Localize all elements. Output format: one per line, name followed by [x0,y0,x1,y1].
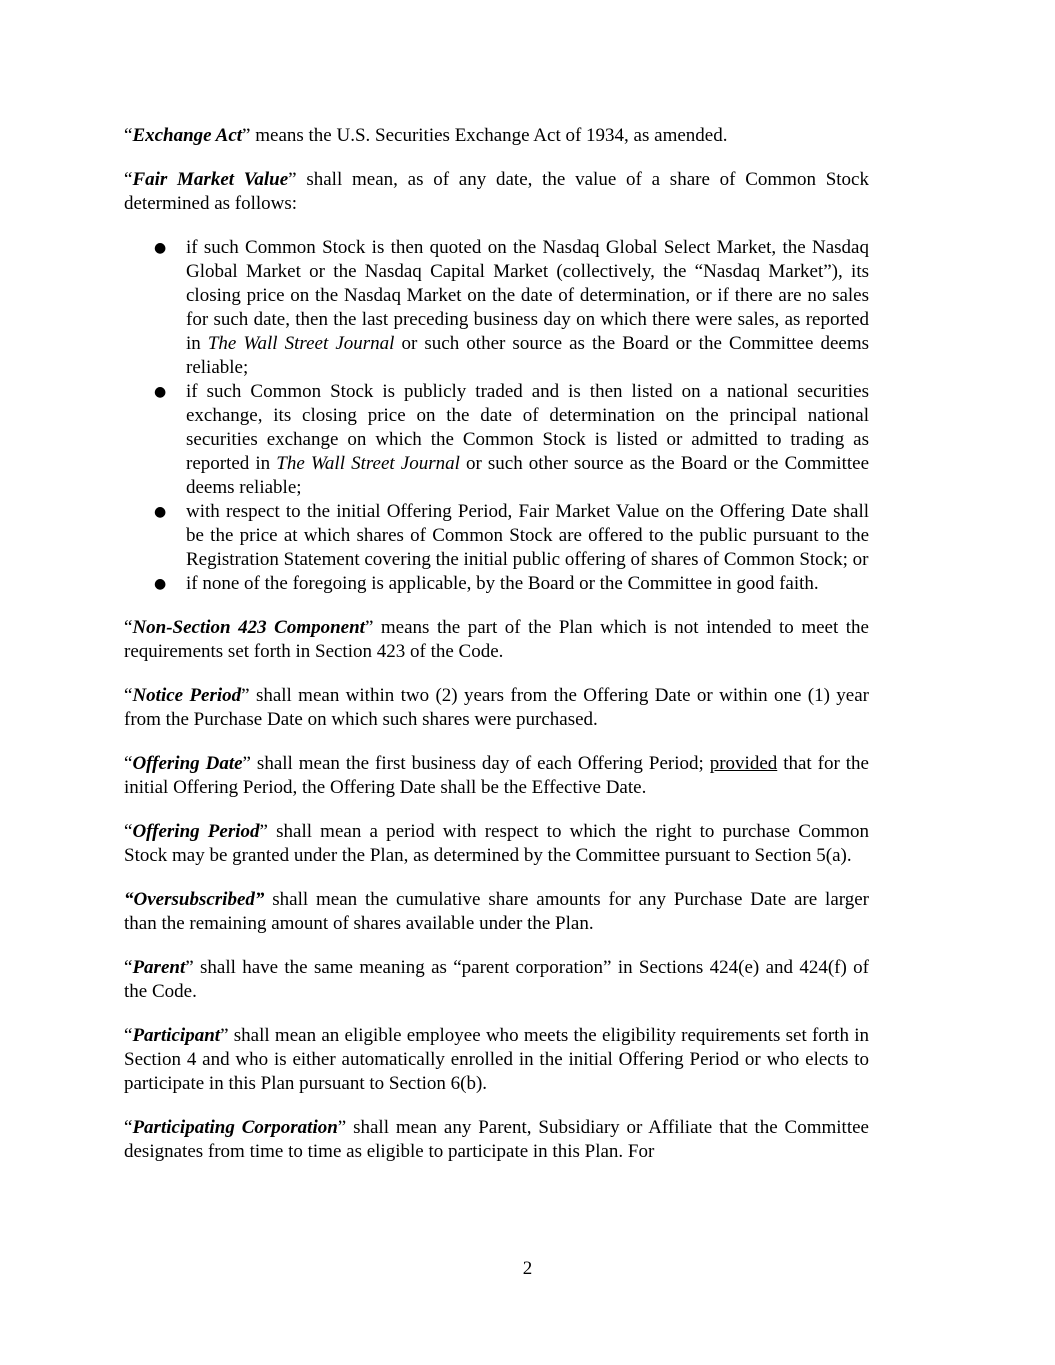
defined-term: Offering Date [132,753,243,774]
definition-participating-corporation: “Participating Corporation” shall mean any Parent, Subsidiary or Affiliate that the Committee designates from time to time as eligible to participate in this Plan. For [124,1117,869,1162]
list-item: ● if such Common Stock is publicly traded and is then listed on a national securities exchange, its closing price on the date of determination on the principal national securities exchange on which the Common Stock is listed or admitted to trading as reported in The Wall Street Journal or such other source as the Board or the Committee deems reliable; [154,381,870,498]
defined-term: Offering Period [132,821,260,842]
document-page [124,124,869,1164]
definition-non-section-423-component: “Non-Section 423 Component” means the part of the Plan which is not intended to meet the requirements set forth in Section 423 of the Code. [124,617,869,662]
page-number: 2 [522,1258,533,1279]
list-item: ● if none of the foregoing is applicable, by the Board or the Committee in good faith. [154,573,819,594]
bullet-icon: ● [154,504,167,520]
definition-exchange-act: “Exchange Act” means the U.S. Securities Exchange Act of 1934, as amended. [124,125,728,146]
bullet-icon: ● [154,384,167,400]
definition-parent: “Parent” shall have the same meaning as “parent corporation” in Sections 424(e) and 424(f) of the Code. [124,957,869,1002]
defined-term: Participant [132,1025,221,1046]
definition-offering-period: “Offering Period” shall mean a period with respect to which the right to purchase Common Stock may be granted under the Plan, as determined by the Committee pursuant to Section 5(a). [124,821,870,866]
fair-market-value-bullet-list [124,236,869,596]
definition-oversubscribed: “Oversubscribed” shall mean the cumulative share amounts for any Purchase Date are larger than the remaining amount of shares available under the Plan. [124,889,869,934]
defined-term: Exchange Act [132,125,243,146]
definition-fair-market-value: “Fair Market Value” shall mean, as of any date, the value of a share of Common Stock determined as follows: [124,169,869,214]
defined-term: Notice Period [132,685,242,706]
defined-term: Fair Market Value [132,169,289,190]
bullet-icon: ● [154,240,167,256]
list-item: ● with respect to the initial Offering Period, Fair Market Value on the Offering Date shall be the price at which shares of Common Stock are offered to the public pursuant to the Registration Statement covering the initial public offering of shares of Common Stock; or [154,501,869,570]
definition-participant: “Participant” shall mean an eligible employee who meets the eligibility requirements set forth in Section 4 and who is either automatically enrolled in the initial Offering Period or who elects to participate in this Plan pursuant to Section 6(b). [124,1025,869,1094]
publication-title: The Wall Street Journal [207,333,395,354]
defined-term: “Oversubscribed” [124,889,265,910]
defined-term: Participating Corporation [132,1117,338,1138]
list-item: ● if such Common Stock is then quoted on the Nasdaq Global Select Market, the Nasdaq Global Market or the Nasdaq Capital Market (collectively, the “Nasdaq Market”), its closing price on the Nasdaq Market on the date of determination, or if there are no sales for such date, then the last preceding business day on which there were sales, as reported in The Wall Street Journal or such other source as the Board or the Committee deems reliable; [154,237,870,378]
defined-term: Parent [132,957,186,978]
underlined-proviso: provided [709,753,778,774]
defined-term: Non-Section 423 Component [132,617,365,638]
bullet-icon: ● [154,576,167,592]
definition-notice-period: “Notice Period” shall mean within two (2) years from the Offering Date or within one (1) year from the Purchase Date on which such shares were purchased. [124,685,869,730]
definition-offering-date: “Offering Date” shall mean the first business day of each Offering Period; provided that for the initial Offering Period, the Offering Date shall be the Effective Date. [124,753,869,798]
publication-title: The Wall Street Journal [276,453,460,474]
